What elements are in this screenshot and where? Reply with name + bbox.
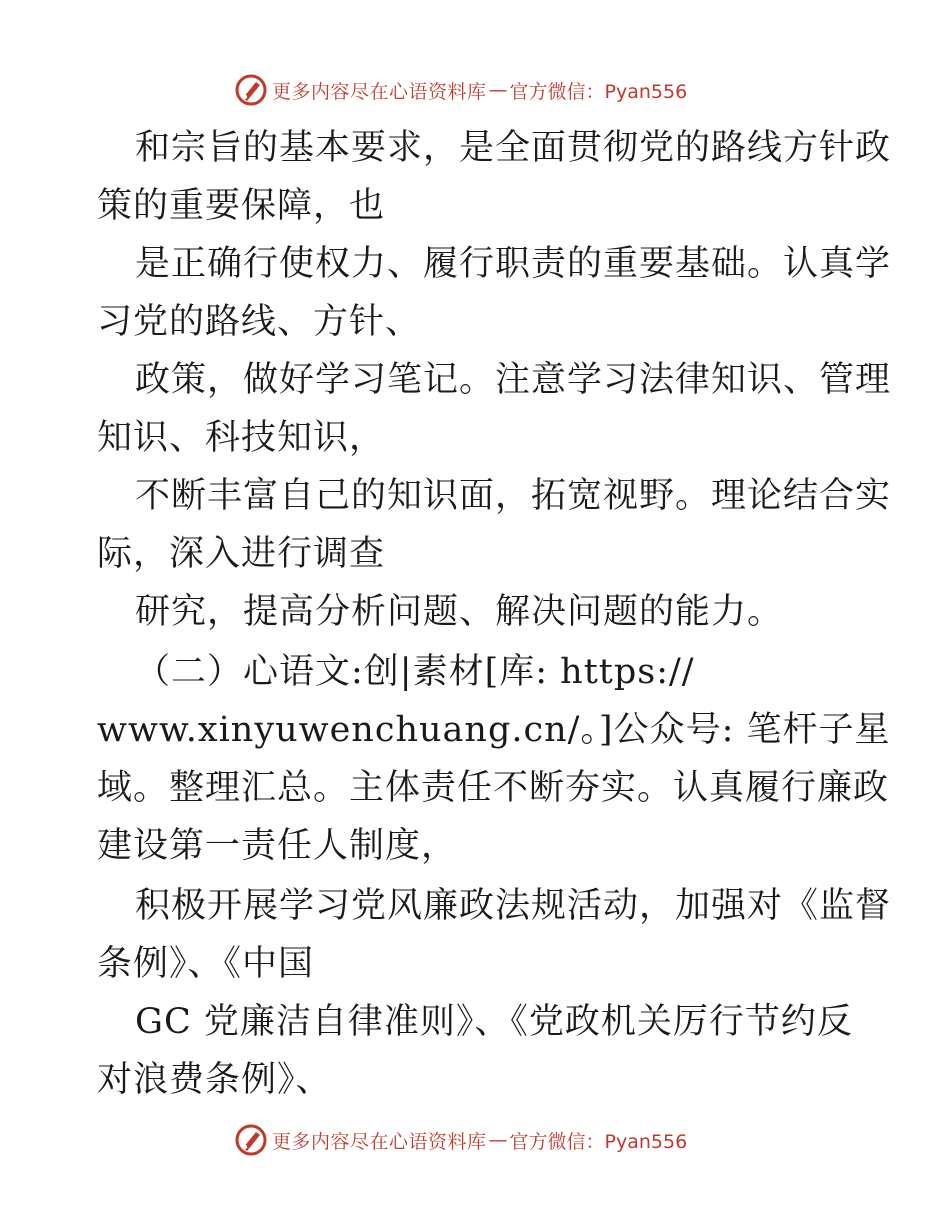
body-line-15: 条例》、《中国: [97, 944, 315, 984]
body-line-17: 对浪费条例》、: [97, 1060, 332, 1100]
body-line-3: 是正确行使权力、履行职责的重要基础。认真学: [135, 244, 892, 284]
body-line-12: 域。整理汇总。主体责任不断夯实。认真履行廉政: [97, 768, 890, 808]
footer-watermark-text: 更多内容尽在心语资料库: [272, 1130, 487, 1153]
pen-logo-icon: [234, 1123, 268, 1157]
body-line-2: 策的重要保障，也: [97, 186, 386, 226]
header-separator: —: [488, 79, 508, 101]
header-watermark-text: 更多内容尽在心语资料库: [272, 80, 487, 103]
pen-logo-icon: [234, 73, 268, 107]
body-line-1: 和宗旨的基本要求，是全面贯彻党的路线方针政: [135, 128, 892, 168]
body-line-14: 积极开展学习党风廉政法规活动，加强对《监督: [135, 886, 892, 926]
footer-wechat-label: 官方微信：Pyan556: [509, 1130, 688, 1153]
header-wechat-label: 官方微信：Pyan556: [509, 80, 688, 103]
body-line-4: 习党的路线、方针、: [97, 302, 422, 342]
body-line-7: 不断丰富自己的知识面，拓宽视野。理论结合实: [135, 476, 892, 516]
body-line-13: 建设第一责任人制度，: [97, 826, 458, 866]
body-line-5: 政策，做好学习笔记。注意学习法律知识、管理: [135, 360, 892, 400]
footer-separator: —: [488, 1129, 508, 1151]
body-line-10: （二）心语文:创|素材[库: https://: [135, 652, 695, 692]
body-line-11: www.xinyuwenchuang.cn/。]公众号: 笔杆子星: [97, 710, 891, 750]
body-line-16: GC 党廉洁自律准则》、《党政机关厉行节约反: [135, 1002, 853, 1042]
body-line-9: 研究，提高分析问题、解决问题的能力。: [135, 592, 784, 632]
body-line-6: 知识、科技知识，: [97, 418, 386, 458]
footer-watermark: [234, 1123, 687, 1157]
body-line-8: 际，深入进行调查: [97, 534, 386, 574]
header-watermark: [234, 73, 687, 107]
